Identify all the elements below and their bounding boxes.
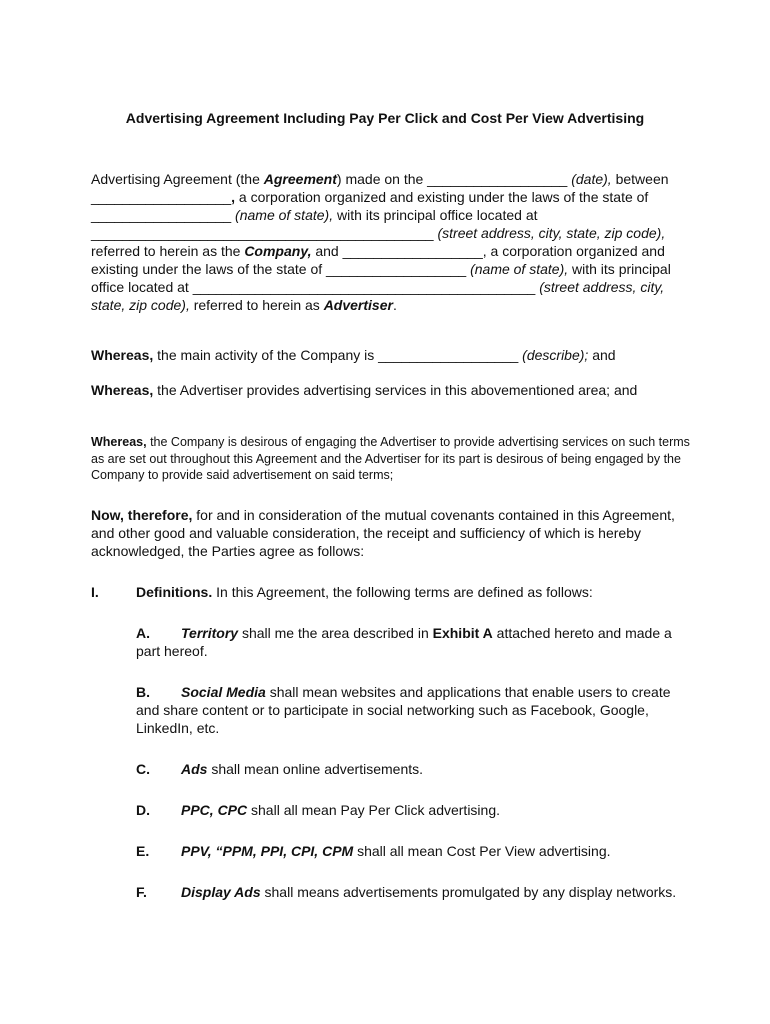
intro-text: . [392, 297, 397, 313]
whereas-paragraph-2 [91, 381, 691, 399]
whereas-text: the main activity of the Company is __________________ [153, 347, 523, 363]
intro-text: referred to herein as [189, 297, 324, 313]
intro-text: with its principal office located at ____________________________________________ [91, 261, 671, 295]
definition-term: PPV, “PPM, PPI, CPI, CPM [181, 843, 354, 859]
intro-text: ) made on the __________________ [336, 171, 572, 187]
definition-term: Social Media [181, 684, 266, 700]
definition-term: PPC, CPC [181, 802, 248, 818]
definition-letter: C. [136, 761, 150, 777]
definition-text: shall mean online advertisements. [207, 761, 424, 777]
intro-text: referred to herein as the [91, 243, 245, 259]
definition-text: shall me the area described in [238, 625, 433, 641]
section-body [136, 583, 681, 601]
now-therefore-paragraph [91, 506, 691, 560]
definition-item [136, 883, 681, 901]
date-hint: (date), [571, 171, 612, 187]
definition-text: shall mean websites and applications that enable users to create and share content or to participate in social networking such as Facebook, Google, LinkedIn, etc. [136, 684, 671, 736]
address-hint: (street address, city, state, zip code), [91, 279, 665, 313]
whereas-label: Whereas, [91, 347, 154, 363]
intro-text: Advertising Agreement (the [91, 171, 264, 187]
whereas-text: the Company is desirous of engaging the Advertiser to provide advertising services on such terms as are set out throughout this Agreement and the Advertiser for its part is desirous of being engaged by the Company to provide said advertisement on said terms; [91, 435, 690, 482]
comma: , [231, 189, 236, 205]
document-title: Advertising Agreement Including Pay Per Click and Cost Per View Advertising [125, 110, 645, 126]
advertiser-term: Advertiser [323, 297, 393, 313]
definition-letter: A. [136, 625, 150, 641]
whereas-paragraph-1 [91, 346, 691, 364]
section-number: I. [91, 584, 99, 600]
state-hint: (name of state), [235, 207, 334, 223]
whereas-text: and [588, 347, 616, 363]
now-therefore-label: Now, therefore, [91, 507, 193, 523]
section-text: In this Agreement, the following terms are defined as follows: [212, 584, 593, 600]
intro-text: a corporation organized and existing under the laws of the state of __________________ [91, 189, 649, 223]
intro-text: between __________________ [91, 171, 669, 205]
intro-text: and __________________, a corporation organized and existing under the laws of the state of __________________ [91, 243, 665, 277]
definition-term: Territory [181, 625, 239, 641]
section-definitions [91, 583, 681, 601]
section-heading: Definitions. [136, 584, 213, 600]
state-hint: (name of state), [470, 261, 569, 277]
address-hint: (street address, city, state, zip code), [437, 225, 666, 241]
definition-item [136, 683, 681, 737]
definition-letter: E. [136, 843, 150, 859]
definition-text: shall all mean Pay Per Click advertising. [247, 802, 501, 818]
definition-term: Display Ads [181, 884, 261, 900]
definition-text: shall all mean Cost Per View advertising. [353, 843, 611, 859]
definition-item [136, 760, 681, 778]
whereas-text: the Advertiser provides advertising services in this abovementioned area; and [153, 382, 638, 398]
definition-item [136, 842, 681, 860]
intro-text: with its principal office located at ____________________________________________ [91, 207, 538, 241]
whereas-label: Whereas, [91, 435, 147, 449]
definition-letter: D. [136, 802, 150, 818]
definition-term: Ads [181, 761, 208, 777]
definition-text: attached hereto and made a part hereof. [136, 625, 672, 659]
definition-letter: F. [136, 884, 147, 900]
definition-text: shall means advertisements promulgated by any display networks. [260, 884, 677, 900]
definition-item [136, 801, 681, 819]
exhibit-reference: Exhibit A [432, 625, 493, 641]
whereas-label: Whereas, [91, 382, 154, 398]
intro-paragraph [91, 170, 691, 314]
whereas-paragraph-3 [91, 434, 691, 484]
definition-letter: B. [136, 684, 150, 700]
definition-item [136, 624, 681, 660]
now-therefore-text: for and in consideration of the mutual covenants contained in this Agreement, and other good and valuable consideration, the receipt and sufficiency of which is hereby acknowledged, the Parties agree as follows: [91, 507, 675, 559]
company-term: Company, [244, 243, 312, 259]
describe-hint: (describe); [522, 347, 589, 363]
agreement-term: Agreement [263, 171, 337, 187]
